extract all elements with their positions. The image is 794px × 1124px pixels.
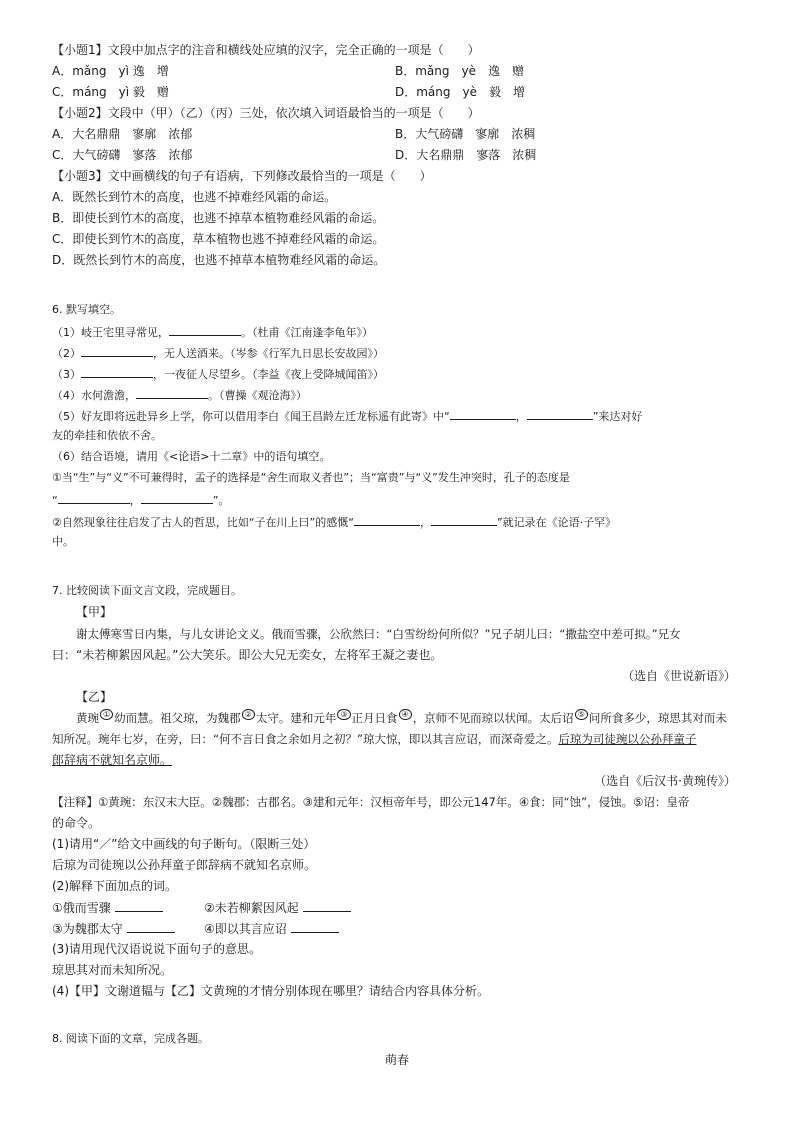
subq2-option-a: A．大名鼎鼎 寥廓 浓郁: [52, 127, 193, 141]
passage-yi-line-1: 黄琬 ① 幼而慧。祖父琼，为魏郡 ② 太守。建和元年 ③ 正月日食 ④ ，京师不见而琼以状闻。太后诏 ⑤ 问所食多少，琼思其对而未: [76, 710, 727, 725]
q7-part-2-item-1: ①俄而雪骤: [52, 899, 163, 916]
q6-item-1: （1）岐王宅里寻常见， 。（杜甫《江南逢李龟年》）: [52, 323, 373, 341]
q8-title: 8. 阅读下面的文章，完成各题。: [52, 1032, 209, 1045]
subq3-option-d: D．既然长到竹木的高度，也逃不掉草本植物难经风霜的命运。: [52, 253, 386, 267]
q7-part-1: (1)请用“／”给文中画线的句子断句。（限断三处）: [52, 837, 316, 851]
q6-title: 6. 默写填空。: [52, 303, 121, 316]
passage-jia-line-2: 曰：“未若柳絮因风起。”公大笑乐。即公大兄无奕女，左将军王凝之妻也。: [52, 648, 443, 662]
q6-item-6-a: ①当“生”与“义”不可兼得时，孟子的选择是“舍生而取义者也”；当“富贵”与“义”发生冲突时，孔子的态度是: [52, 471, 570, 484]
footnote-ref: ①: [100, 709, 113, 720]
q6-item-5: （5）好友即将远赴异乡上学，你可以借用李白《闻王昌龄左迁龙标遥有此寄》中“ ， ”来达对好: [52, 407, 642, 425]
subq3-stem: 【小题3】文中画横线的句子有语病，下列修改最恰当的一项是（ ）: [52, 169, 432, 183]
q6-item-5-cont: 友的牵挂和依依不舍。: [52, 429, 162, 442]
q7-part-2: (2)解释下面加点的词。: [52, 879, 177, 893]
subq2-option-b: B．大气磅礴 寥廓 浓稠: [395, 127, 536, 141]
answer-blank[interactable]: [58, 491, 130, 504]
subq3-option-b: B．即使长到竹木的高度，也逃不掉草本植物难经风霜的命运。: [52, 211, 385, 225]
answer-blank[interactable]: [127, 920, 175, 933]
subq1-option-d: D．máng yè 毅 增: [395, 85, 525, 99]
subq2-option-d: D．大名鼎鼎 寥落 浓稠: [395, 148, 537, 162]
q6-item-6-b-cont: 中。: [52, 535, 74, 548]
answer-blank[interactable]: [81, 365, 153, 378]
q7-part-1-sentence: 后琼为司徒琬以公孙拜童子郎辞病不就知名京师。: [52, 858, 317, 872]
q6-item-6: （6）结合语境，请用《<论语>十二章》中的语句填空。: [52, 450, 331, 463]
q7-title: 7. 比较阅读下面文言文段，完成题目。: [52, 584, 242, 597]
q6-item-2: （2） ，无人送酒来。（岑参《行军九日思长安故园》）: [52, 344, 384, 362]
article-title: 萌春: [384, 1053, 409, 1067]
footnote-ref: ⑤: [575, 709, 588, 720]
answer-blank[interactable]: [431, 513, 497, 526]
answer-blank[interactable]: [450, 407, 516, 420]
passage-yi-line-3: 郎辞病不就知名京师。: [52, 753, 173, 767]
q6-item-3: （3） ，一夜征人尽望乡。（李益《夜上受降城闻笛》）: [52, 365, 384, 383]
q7-part-2-item-2: ②未若柳絮因风起: [204, 899, 351, 916]
answer-blank[interactable]: [527, 407, 593, 420]
footnote-ref: ④: [399, 709, 412, 720]
q7-part-2-item-4: ④即以其言应诏: [204, 920, 339, 937]
answer-blank[interactable]: [115, 899, 163, 912]
annotation-line-2: 的命令。: [52, 816, 101, 830]
passage-yi-line-2: 知所况。琬年七岁，在旁，曰：“何不言日食之余如月之初？”琼大惊，即以其言应诏，而深奇爱之。后琼为司徒琬以公孙拜童子: [52, 732, 697, 746]
q7-part-2-item-3: ③为魏郡太守: [52, 920, 175, 937]
footnote-ref: ③: [337, 709, 350, 720]
answer-blank[interactable]: [169, 323, 241, 336]
subq3-option-c: C．即使长到竹木的高度，草本植物也逃不掉难经风霜的命运。: [52, 232, 385, 246]
q7-part-3-sentence: 琼思其对而未知所况。: [52, 963, 173, 977]
subq1-option-b: B．mǎng yè 逸 赠: [395, 64, 524, 78]
q6-item-6-a-blanks: “ ， ”。: [52, 491, 229, 509]
q6-item-4: （4）水何澹澹， 。（曹操《观沧海》）: [52, 386, 307, 404]
subq1-option-a: A．mǎng yì 逸 增: [52, 64, 169, 78]
answer-blank[interactable]: [81, 344, 153, 357]
answer-blank[interactable]: [303, 899, 351, 912]
passage-jia-source: （选自《世说新语》）: [621, 669, 736, 683]
annotation-line-1: 【注释】①黄琬：东汉末大臣。②魏郡：古郡名。③建和元年：汉桓帝年号，即公元147年。④食：同“蚀”，侵蚀。⑤诏：皇帝: [52, 795, 690, 809]
passage-jia-line-1: 谢太傅寒雪日内集，与儿女讲论文义。俄而雪骤，公欣然曰：“白雪纷纷何所似？”兄子胡儿曰：“撒盐空中差可拟。”兄女: [76, 627, 681, 641]
answer-blank[interactable]: [354, 513, 420, 526]
subq3-option-a: A．既然长到竹木的高度，也逃不掉难经风霜的命运。: [52, 190, 337, 204]
underlined-sentence: 后琼为司徒琬以公孙拜童子: [558, 732, 697, 746]
q6-item-6-b: ②自然现象往往启发了古人的哲思，比如“子在川上曰”的感慨“ ， ”就记录在《论语·子罕》: [52, 513, 616, 531]
answer-blank[interactable]: [291, 920, 339, 933]
subq1-option-c: C．máng yì 毅 赠: [52, 85, 169, 99]
passage-yi-label: 【乙】: [76, 690, 113, 704]
subq1-stem: 【小题1】文段中加点字的注音和横线处应填的汉字，完全正确的一项是（ ）: [52, 43, 480, 57]
passage-jia-label: 【甲】: [76, 605, 113, 619]
answer-blank[interactable]: [136, 386, 208, 399]
footnote-ref: ②: [242, 709, 255, 720]
q7-part-4: (4)【甲】文谢道韫与【乙】文黄琬的才情分别体现在哪里？请结合内容具体分析。: [52, 984, 490, 998]
passage-yi-source: （选自《后汉书·黄琬传》）: [594, 774, 736, 788]
subq2-option-c: C．大气磅礴 寥落 浓郁: [52, 148, 193, 162]
answer-blank[interactable]: [141, 491, 213, 504]
q7-part-3: (3)请用现代汉语说说下面句子的意思。: [52, 942, 261, 956]
subq2-stem: 【小题2】文段中（甲）（乙）（丙）三处，依次填入词语最恰当的一项是（ ）: [52, 106, 480, 120]
